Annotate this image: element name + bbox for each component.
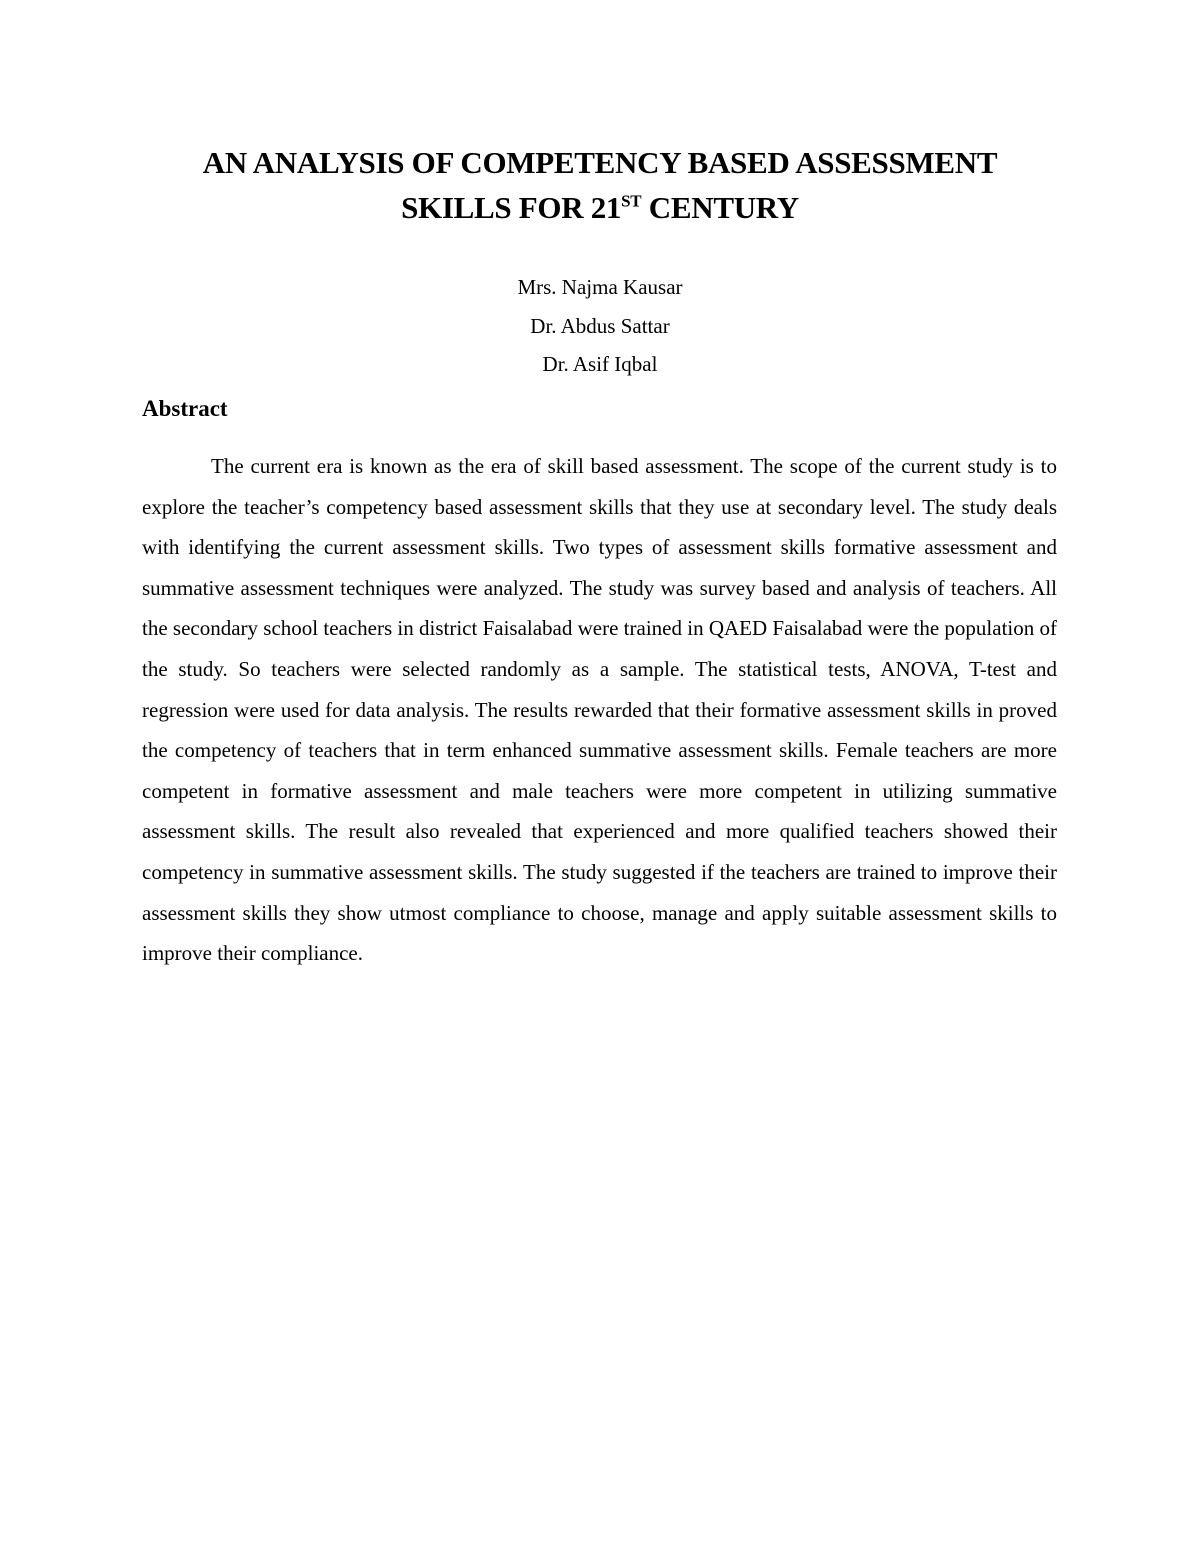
author-name: Dr. Asif Iqbal xyxy=(542,352,658,376)
abstract-heading: Abstract xyxy=(142,396,228,421)
title-line-2-prefix: SKILLS FOR 21 xyxy=(401,190,622,225)
title-line-2 xyxy=(100,185,1100,230)
author-name: Mrs. Najma Kausar xyxy=(517,275,683,299)
title-superscript: ST xyxy=(621,191,642,211)
title-line-1: AN ANALYSIS OF COMPETENCY BASED ASSESSMENT xyxy=(202,145,998,180)
paper-title xyxy=(100,140,1100,230)
title-line-2-suffix: CENTURY xyxy=(641,190,799,225)
author-name: Dr. Abdus Sattar xyxy=(530,313,670,338)
author-list xyxy=(300,268,900,384)
abstract-body: The current era is known as the era of skill based assessment. The scope of the current study is to explore the teacher’s competency based assessment skills that they use at secondary level. The study deals with identifying the current assessment skills. Two types of assessment skills formative assessment and summative assessment techniques were analyzed. The study was survey based and analysis of teachers. All the secondary school teachers in district Faisalabad were trained in QAED Faisalabad were the population of the study. So teachers were selected randomly as a sample. The statistical tests, ANOVA, T-test and regression were used for data analysis. The results rewarded that their formative assessment skills in proved the competency of teachers that in term enhanced summative assessment skills. Female teachers are more competent in formative assessment and male teachers were more competent in utilizing summative assessment skills. The result also revealed that experienced and more qualified teachers showed their competency in summative assessment skills. The study suggested if the teachers are trained to improve their assessment skills they show utmost compliance to choose, manage and apply suitable assessment skills to improve their compliance. xyxy=(142,454,1057,966)
